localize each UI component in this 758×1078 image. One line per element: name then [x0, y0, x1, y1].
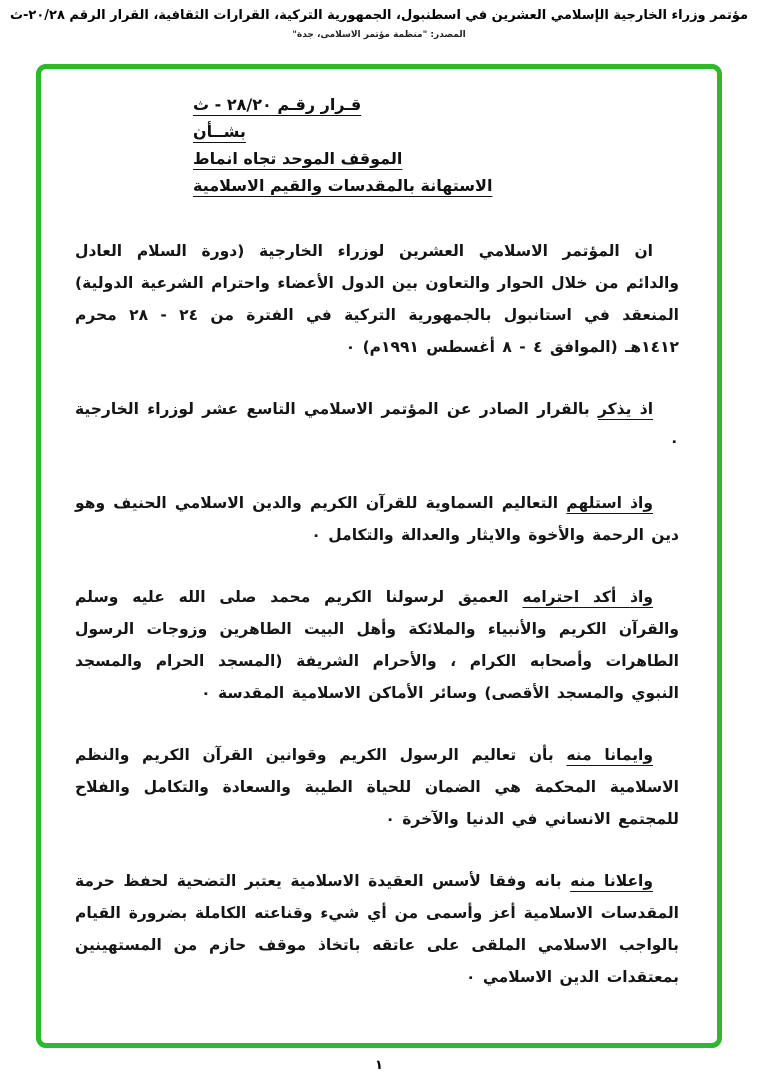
paragraph-lead: وايمانا منه [566, 746, 653, 764]
resolution-regarding-line: بشــأن [193, 122, 246, 141]
resolution-title-block [75, 91, 679, 199]
paragraph-lead: واذ أكد احترامه [522, 588, 653, 606]
paragraph-text: بانه وفقا لأسس العقيدة الاسلامية يعتبر التضحية لحفظ حرمة المقدسات الاسلامية أعز وأسمى من أي شيء وقناعته الكاملة بضرورة القيام بالواجب الاسلامي الملقى على عاتقه باتخاذ موقف حازم من المستهينين بمعتقدات الدين الاسلامي ٠ [75, 872, 679, 986]
document-body [41, 69, 717, 1043]
paragraph-text: بالقرار الصادر عن المؤتمر الاسلامي التاسع عشر لوزراء الخارجية ٠ [75, 400, 679, 450]
header-source-line: المصدر: "منظمة مؤتمر الاسلامى، جدة" [292, 30, 466, 40]
paragraph-preamble [75, 235, 679, 363]
paragraph-text: ان المؤتمر الاسلامي العشرين لوزراء الخارجية (دورة السلام العادل والدائم من خلال الحوار والتعاون بين الدول الأعضاء واحترام الشرعية الدولية) المنعقد في استانبول بالجمهورية التركية في الفترة من ٢٤ - ٢٨ محرم ١٤١٢هـ (الموافق ٤ - ٨ أغسطس ١٩٩١م) ٠ [75, 242, 679, 356]
page-number: ١ [375, 1058, 383, 1073]
paragraph-lead: واذ استلهم [566, 494, 653, 512]
resolution-subject-line-2: الاستهانة بالمقدسات والقيم الاسلامية [193, 176, 493, 195]
paragraph-belief [75, 739, 679, 835]
paragraph-inspired [75, 487, 679, 551]
header-title: مؤتمر وزراء الخارجية الإسلامي العشرين في اسطنبول، الجمهورية التركية، القرارات الثقافية، القرار الرقم ٢٠/٢٨-ث [9, 8, 749, 23]
green-scan-frame [36, 64, 722, 1048]
resolution-number-line: قـرار رقـم ٢٨/٢٠ - ث [193, 95, 362, 114]
paragraph-lead: واعلانا منه [570, 872, 653, 890]
paragraph-declaration [75, 865, 679, 993]
paragraph-text: العميق لرسولنا الكريم محمد صلى الله عليه وسلم والقرآن الكريم والأنبياء والملائكة وأهل البيت الطاهرين وزوجات الرسول الطاهرات وأصحابه الكرام ، والأحرام الشريفة (المسجد الحرام والمسجد النبوي والمسجد الأقصى) وسائر الأماكن الاسلامية المقدسة ٠ [75, 588, 679, 702]
resolution-subject-line-1: الموقف الموحد تجاه انماط [193, 149, 403, 168]
document-header [0, 8, 758, 40]
paragraph-recalling [75, 393, 679, 457]
paragraph-respect [75, 581, 679, 709]
paragraph-lead: اذ يذكر [597, 400, 654, 418]
paragraph-text: التعاليم السماوية للقرآن الكريم والدين الاسلامي الحنيف وهو دين الرحمة والأخوة والايثار والعدالة والتكامل ٠ [75, 494, 679, 544]
paragraph-text: بأن تعاليم الرسول الكريم وقوانين القرآن الكريم والنظم الاسلامية المحكمة هي الضمان للحياة الطيبة والسعادة والتكامل والفلاح للمجتمع الانساني في الدنيا والآخرة ٠ [75, 746, 679, 828]
